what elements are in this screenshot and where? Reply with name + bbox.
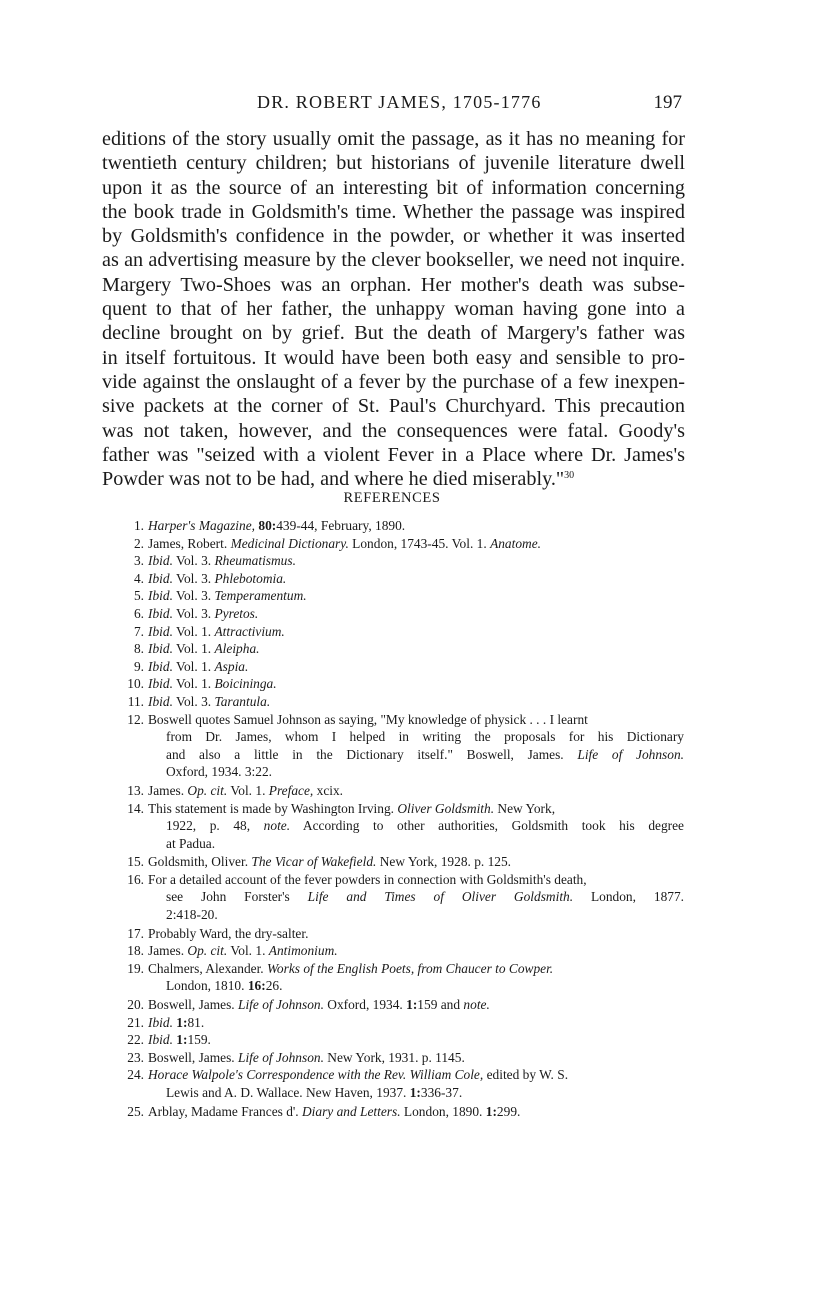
reference-number: 17.: [127, 925, 144, 941]
reference-item: [106, 623, 684, 641]
reference-text: Harper's Magazine, 80:439-44, February, 1890.: [148, 518, 406, 533]
reference-number: 4.: [133, 570, 144, 586]
reference-text: Ibid. 1:81.: [148, 1014, 205, 1030]
body-line: vide against the onslaught of a fever by the purchase of a few inexpen-: [102, 370, 685, 393]
reference-text: Arblay, Madame Frances d'. Diary and Letters. London, 1890. 1:299.: [148, 1103, 521, 1119]
body-line: [102, 467, 685, 491]
reference-number: 7.: [133, 623, 144, 639]
reference-item: [106, 925, 684, 943]
reference-text: at Padua.: [166, 835, 216, 851]
reference-text: James. Op. cit. Vol. 1. Antimonium.: [148, 943, 338, 959]
reference-item: [106, 587, 684, 605]
reference-text: Boswell quotes Samuel Johnson as saying, "My knowledge of physick . . . I learnt: [148, 711, 588, 727]
body-line: Margery Two-Shoes was an orphan. Her mother's death was subse-: [102, 273, 685, 296]
reference-text: and also a little in the Dictionary itself." Boswell, James. Life of Johnson.: [166, 746, 685, 762]
reference-text: Boswell, James. Life of Johnson. Oxford, 1934. 1:159 and note.: [148, 997, 490, 1013]
reference-item: [106, 535, 684, 553]
references-heading: REFERENCES: [343, 490, 441, 506]
reference-item: [106, 960, 684, 995]
reference-item: [106, 605, 684, 623]
reference-text: Ibid. Vol. 1. Aleipha.: [148, 641, 260, 657]
reference-text: James. Op. cit. Vol. 1. Preface, xcix.: [148, 782, 344, 798]
reference-text: Ibid. Vol. 3. Phlebotomia.: [148, 570, 287, 586]
running-title: DR. ROBERT JAMES, 1705-1776: [257, 92, 542, 112]
reference-item: [106, 782, 684, 800]
reference-item: [106, 570, 684, 588]
reference-item: [106, 1103, 684, 1121]
body-line: upon it as the source of an interesting bit of information concerning: [102, 176, 685, 199]
body-line: editions of the story usually omit the passage, as it has no meaning for: [102, 128, 685, 150]
reference-number: 11.: [127, 693, 144, 709]
reference-item: [106, 800, 684, 853]
footnote-mark: 30: [564, 470, 575, 482]
reference-item: [106, 711, 684, 781]
reference-text: 2:418-20.: [166, 907, 218, 923]
reference-text: Boswell, James. Life of Johnson. New York, 1931. p. 1145.: [148, 1049, 465, 1065]
reference-number: 15.: [127, 854, 144, 870]
reference-text: Ibid. Vol. 3. Pyretos.: [148, 605, 259, 621]
reference-item: [106, 1014, 684, 1032]
reference-item: [106, 853, 684, 871]
reference-number: 2.: [133, 535, 144, 551]
reference-text: Goldsmith, Oliver. The Vicar of Wakefield. New York, 1928. p. 125.: [148, 854, 512, 870]
reference-text: Ibid. Vol. 1. Attractivium.: [148, 623, 285, 639]
reference-number: 23.: [127, 1049, 144, 1065]
reference-item: [106, 996, 684, 1014]
reference-text: London, 1810. 16:26.: [166, 978, 283, 994]
body-paragraph: [102, 127, 685, 491]
reference-text: Oxford, 1934. 3:22.: [166, 764, 273, 780]
reference-number: 19.: [127, 960, 144, 976]
references-list: [106, 517, 684, 1120]
reference-item: [106, 640, 684, 658]
body-line: decline brought on by grief. But the death of Margery's father was: [102, 322, 685, 345]
reference-number: 25.: [127, 1103, 144, 1119]
body-line: father was "seized with a violent Fever in a Place where Dr. James's: [102, 443, 685, 466]
reference-item: [106, 1031, 684, 1049]
reference-number: 16.: [127, 871, 144, 887]
reference-text: from Dr. James, whom I helped in writing the proposals for his Dictionary: [166, 729, 684, 745]
reference-text: For a detailed account of the fever powders in connection with Goldsmith's death,: [148, 871, 587, 887]
reference-text: 1922, p. 48, note. According to other authorities, Goldsmith took his degree: [166, 818, 684, 834]
reference-number: 8.: [133, 641, 144, 657]
reference-number: 21.: [127, 1014, 144, 1030]
body-line: quent to that of her father, the unhappy woman having gone into a: [102, 298, 685, 321]
reference-number: 5.: [133, 588, 144, 604]
body-line: sive packets at the corner of St. Paul's Churchyard. This precaution: [102, 395, 685, 418]
reference-item: [106, 552, 684, 570]
reference-item: [106, 942, 684, 960]
reference-item: [106, 871, 684, 924]
body-line-text: Powder was not to be had, and where he died miserably.": [102, 468, 565, 491]
reference-number: 9.: [133, 658, 144, 674]
body-line: as an advertising measure by the clever bookseller, we need not inquire.: [102, 249, 685, 272]
body-line: in itself fortuitous. It would have been both easy and sensible to pro-: [102, 346, 685, 369]
reference-number: 20.: [127, 997, 144, 1013]
reference-text: Ibid. Vol. 1. Boicininga.: [148, 676, 277, 692]
reference-item: [106, 658, 684, 676]
body-line: was not taken, however, and the consequences were fatal. Goody's: [102, 419, 685, 442]
reference-item: [106, 1049, 684, 1067]
reference-text: see John Forster's Life and Times of Oliver Goldsmith. London, 1877.: [166, 889, 685, 905]
reference-text: James, Robert. Medicinal Dictionary. London, 1743-45. Vol. 1. Anatome.: [148, 535, 542, 551]
page-number: 197: [653, 92, 682, 113]
reference-number: 18.: [127, 943, 144, 959]
reference-number: 13.: [127, 782, 144, 798]
reference-text: Ibid. Vol. 1. Aspia.: [148, 658, 249, 674]
reference-text: Chalmers, Alexander. Works of the English Poets, from Chaucer to Cowper.: [148, 960, 554, 976]
reference-number: 24.: [127, 1067, 144, 1083]
reference-text: Probably Ward, the dry-salter.: [148, 925, 309, 941]
reference-item: [106, 517, 684, 535]
reference-text: Horace Walpole's Correspondence with the Rev. William Cole, edited by W. S.: [148, 1067, 569, 1083]
reference-number: 14.: [127, 800, 144, 816]
reference-text: Ibid. Vol. 3. Rheumatismus.: [148, 553, 296, 569]
running-head: [102, 92, 682, 122]
reference-item: [106, 1066, 684, 1101]
reference-text: Ibid. Vol. 3. Tarantula.: [148, 693, 271, 709]
reference-number: 3.: [133, 553, 144, 569]
reference-number: 22.: [127, 1032, 144, 1048]
reference-text: Ibid. Vol. 3. Temperamentum.: [148, 588, 307, 604]
reference-text: Lewis and A. D. Wallace. New Haven, 1937. 1:336-37.: [166, 1085, 463, 1100]
body-line: the book trade in Goldsmith's time. Whether the passage was inspired: [102, 200, 685, 223]
reference-number: 1.: [133, 518, 144, 533]
reference-item: [106, 675, 684, 693]
reference-number: 6.: [133, 605, 144, 621]
body-line: twentieth century children; but historians of juvenile literature dwell: [102, 152, 685, 175]
reference-text: This statement is made by Washington Irving. Oliver Goldsmith. New York,: [148, 800, 556, 816]
body-line: by Goldsmith's confidence in the powder, or whether it was inserted: [102, 225, 685, 248]
reference-number: 10.: [127, 676, 144, 692]
reference-item: [106, 693, 684, 711]
reference-number: 12.: [127, 711, 144, 727]
reference-text: Ibid. 1:159.: [148, 1032, 211, 1048]
